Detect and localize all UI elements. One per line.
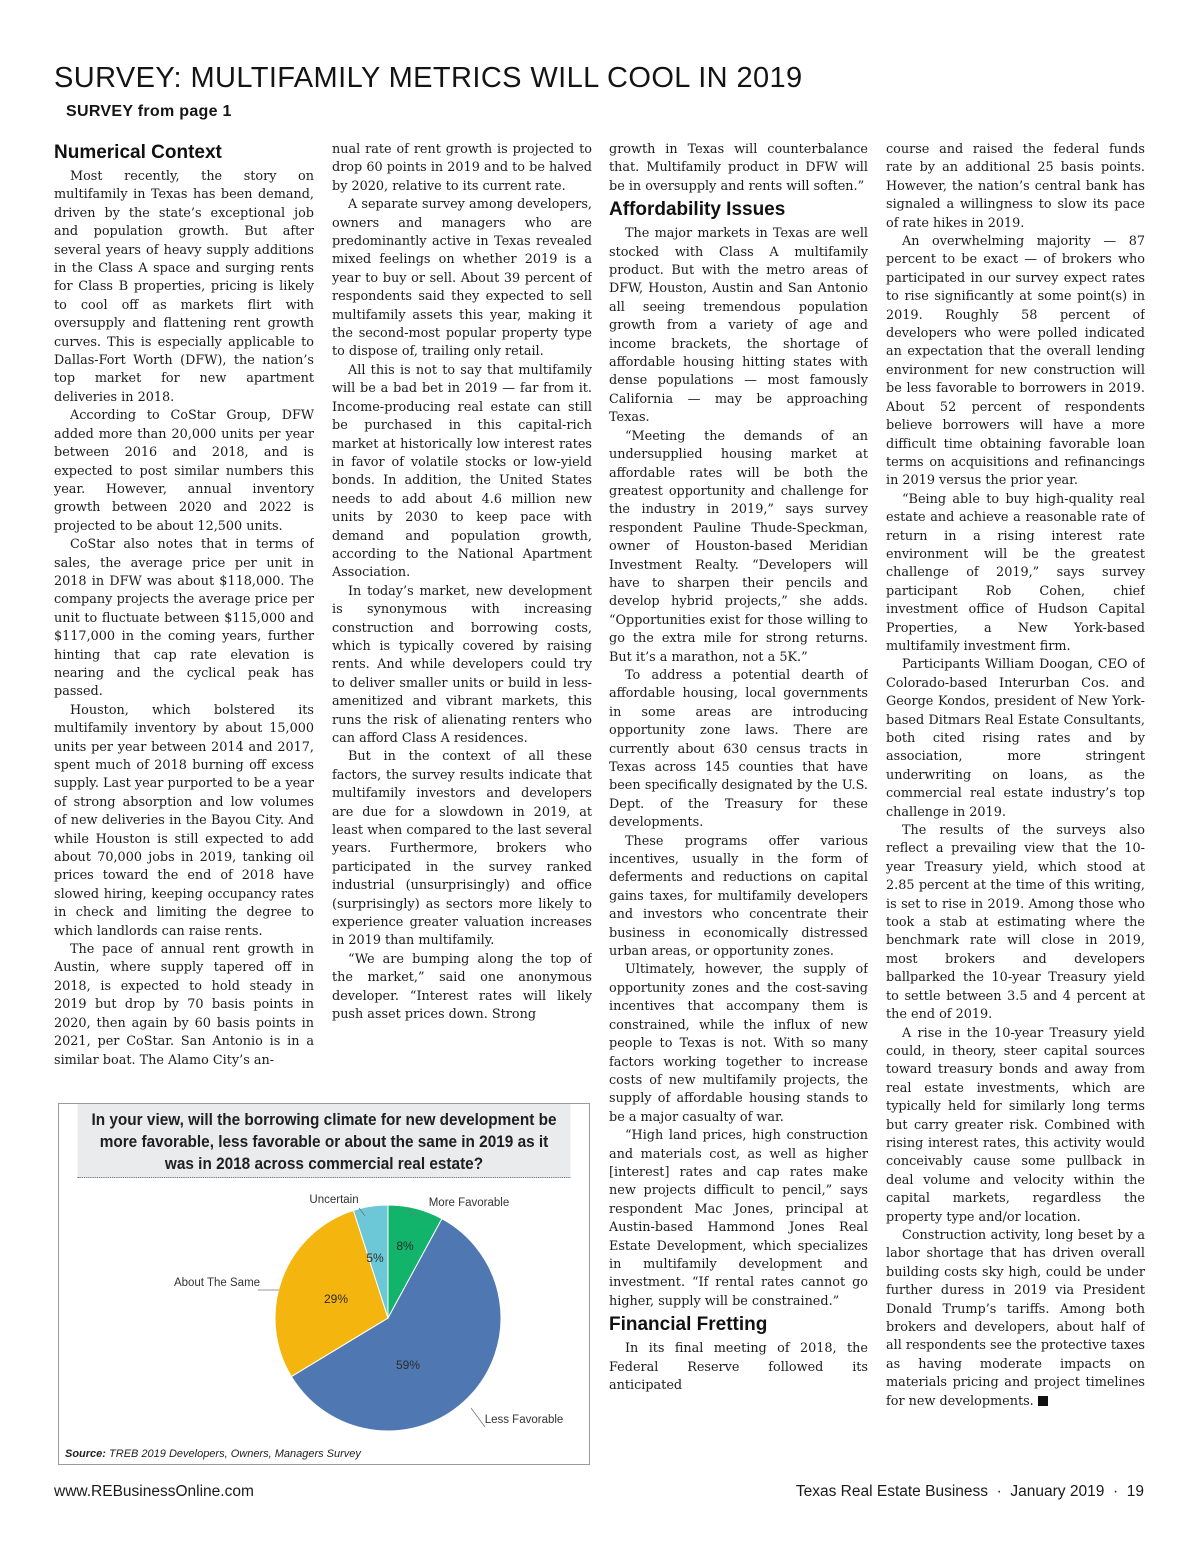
section-heading: Financial Fretting <box>609 1314 768 1336</box>
pie-category-label: More Favorable <box>428 1197 510 1209</box>
article-paragraph: According to CoStar Group, DFW added more than 20,000 units per year between 2016 and 2018, and is expected to post similar numbers this year. However, annual inventory growth between 2020 and 2022 is projected to be about 12,500 units. <box>54 408 314 534</box>
pie-category-label: Uncertain <box>309 1194 359 1206</box>
footer-publication: Texas Real Estate Business <box>795 1483 988 1500</box>
pie-category-label: Less Favorable <box>484 1414 564 1426</box>
article-paragraph: An overwhelming majority — 87 percent to be exact — of brokers who participated in our survey expect rates to rise significantly at some point(s) in 2019. Roughly 58 percent of developers who were polled indicated an expectation that the overall lending environment for new construction will be less favorable to borrowers in 2019. About 52 percent of respondents believe borrowers will have a more difficult time obtaining favorable loan terms on acquisitions and refinancings in 2019 versus the prior year. <box>886 234 1145 489</box>
end-of-story-mark <box>1038 1396 1048 1406</box>
jump-line: SURVEY from page 1 <box>66 103 232 120</box>
pie-chart <box>59 1104 591 1466</box>
source-text: TREB 2019 Developers, Owners, Managers Survey <box>109 1448 361 1460</box>
article-paragraph: “Meeting the demands of an undersupplied housing market at affordable rates will be both the greatest opportunity and challenge for the industry in 2019,” says survey respondent Pauline Thude-Speckman, owner of Houston-based Meridian Investment Realty. “Developers will have to sharpen their pencils and develop hybrid projects,” she adds. “Opportunities exist for those willing to go the extra mile for strong returns. But it’s a marathon, not a 5K.” <box>609 428 868 665</box>
article-paragraph: Participants William Doogan, CEO of Colorado-based Interurban Cos. and George Kondos, president of New York-based Ditmars Real Estate Consultants, both cited rising rates and by association, more stringent underwriting on loans, as the commercial real estate industry’s top challenge in 2019. <box>886 657 1145 820</box>
article-paragraph: The results of the surveys also reflect a prevailing view that the 10-year Treasury yield, which stood at 2.85 percent at the time of this writing, is set to rise in 2019. Among those who took a stab at estimating where the benchmark rate will close in 2019, most brokers and developers ballparked the 10-year Treasury yield to settle between 3.5 and 4 percent at the end of 2019. <box>886 823 1145 1023</box>
article-paragraph: Most recently, the story on multifamily in Texas has been demand, driven by the state’s exceptional job and population growth. But after several years of heavy supply additions in the Class A space and surging rents for Class B properties, pricing is likely to cool off as markets flirt with oversupply and flattening rent growth curves. This is especially applicable to Dallas-Fort Worth (DFW), the nation’s top market for new apartment deliveries in 2018. <box>54 169 314 405</box>
article-paragraph: In today’s market, new development is synonymous with increasing construction and borrowing costs, which is typically covered by raising rents. And while developers could try to deliver smaller units or build in less-amenitized and vibrant markets, this runs the risk of alienating renters who can afford Class A residences. <box>332 583 592 746</box>
survey-chart-box <box>58 1103 590 1465</box>
footer-website: www.REBusinessOnline.com <box>54 1483 254 1500</box>
article-paragraph: But in the context of all these factors, the survey results indicate that multifamily investors and developers are due for a slowdown in 2019, at least when compared to the last several years. Furthermore, brokers who participated in the survey ranked industrial (unsurprisingly) and office (surprisingly) as sectors more likely to experience greater valuation increases in 2019 than multifamily. <box>332 749 592 949</box>
article-paragraph: To address a potential dearth of affordable housing, local governments in some areas are introducing opportunity zone laws. There are currently about 630 census tracts in Texas across 145 counties that have been specifically designated by the U.S. Dept. of the Treasury for these developments. <box>609 667 868 831</box>
article-column-4 <box>886 141 1145 1481</box>
article-paragraph: Construction activity, long beset by a labor shortage that has driven overall building costs sky high, could be under further duress in 2019 via President Donald Trump’s tariffs. Among both brokers and developers, about half of all respondents see the protective taxes as having moderate impacts on materials pricing and project timelines for new developments. <box>886 1227 1145 1409</box>
article-paragraph: All this is not to say that multifamily will be a bad bet in 2019 — far from it. Income-producing real estate can still be purchased in this capital-rich market at historically low interest rates in favor of volatile stocks or low-yield bonds. In addition, the United States needs to add about 4.6 million new units by 2030 to keep pace with demand and population growth, according to the National Apartment Association. <box>332 362 592 581</box>
article-paragraph: course and raised the federal funds rate by an additional 25 basis points. However, the nation’s central bank has signaled a willingness to slow its pace of rate hikes in 2019. <box>886 142 1145 231</box>
article-paragraph: In its final meeting of 2018, the Federal Reserve followed its anticipated <box>609 1341 868 1393</box>
footer-publication-info <box>796 1483 1144 1501</box>
source-label: Source: <box>65 1448 106 1460</box>
chart-title: In your view, will the borrowing climate for new development be more favorable, less favorable or about the same in 2019 as it was in 2018 across commercial real estate? <box>78 1104 571 1178</box>
page-headline: SURVEY: MULTIFAMILY METRICS WILL COOL IN 2019 <box>54 62 803 94</box>
article-paragraph: “Being able to buy high-quality real estate and achieve a reasonable rate of return in a rising interest rate environment will be the greatest challenge of 2019,” says survey participant Rob Cohen, chief investment office of Hudson Capital Properties, a New York-based multifamily investment firm. <box>886 491 1145 654</box>
article-paragraph: A separate survey among developers, owners and managers who are predominantly active in Texas revealed mixed feelings on whether 2019 is a year to buy or sell. About 39 percent of respondents said they expected to sell multifamily assets this year, making it the second-most popular property type to dispose of, trailing only retail. <box>332 197 592 360</box>
article-paragraph: These programs offer various incentives, usually in the form of deferments and reductions on capital gains taxes, for multifamily developers and investors who concentrate their business in economically distressed urban areas, or opportunity zones. <box>609 833 868 960</box>
article-column-3 <box>609 141 868 1481</box>
footer-issue: January 2019 <box>1010 1483 1105 1500</box>
article-paragraph: Ultimately, however, the supply of opportunity zones and the cost-saving incentives that accompany them is constrained, while the influx of new people to Texas is not. With so many factors working together to increase costs of new multifamily projects, the supply of affordable housing stands to be a major casualty of war. <box>609 962 868 1125</box>
pie-category-label: About The Same <box>173 1277 261 1289</box>
section-heading: Affordability Issues <box>609 199 786 221</box>
pie-percent-label: 59% <box>395 1358 421 1372</box>
pie-leader-line <box>471 1408 485 1427</box>
footer-page-number: 19 <box>1126 1483 1144 1500</box>
article-paragraph: The major markets in Texas are well stocked with Class A multifamily product. But with the metro areas of DFW, Houston, Austin and San Antonio all seeing tremendous population growth from a variety of age and income brackets, the shortage of affordable housing hitting states with dense populations — most famously California — may be approaching Texas. <box>609 226 868 426</box>
section-heading: Numerical Context <box>54 142 222 163</box>
article-paragraph: “We are bumping along the top of the market,” said one anonymous developer. “Interest rates will likely push asset prices down. Strong <box>332 951 592 1023</box>
article-paragraph: CoStar also notes that in terms of sales, the average price per unit in 2018 in DFW was about $118,000. The company projects the average price per unit to fluctuate between $115,000 and $117,000 in the coming years, further hinting that cap rate elevation is nearing and the cyclical peak has passed. <box>54 537 314 700</box>
pie-percent-label: 8% <box>396 1239 414 1253</box>
pie-percent-label: 5% <box>366 1251 384 1265</box>
article-paragraph: Houston, which bolstered its multifamily inventory by about 15,000 units per year between 2014 and 2017, spent much of 2018 burning off excess supply. Last year purported to be a year of strong absorption and low volumes of new deliveries in the Bayou City. And while Houston is still expected to add about 70,000 jobs in 2019, tanking oil prices toward the end of 2018 have slowed hiring, keeping occupancy rates in check and limiting the degree to which landlords can raise rents. <box>54 702 314 939</box>
pie-percent-label: 29% <box>323 1292 349 1306</box>
article-paragraph: growth in Texas will counterbalance that. Multifamily product in DFW will be in oversupply and rents will soften.” <box>609 142 868 194</box>
footer-separator: · <box>1108 1483 1127 1500</box>
article-paragraph: nual rate of rent growth is projected to drop 60 points in 2019 and to be halved by 2020, relative to its current rate. <box>332 142 592 194</box>
article-paragraph: The pace of annual rent growth in Austin, where supply tapered off in 2018, is expected to hold steady in 2019 but drop by 70 basis points in 2020, then again by 60 basis points in 2021, per CoStar. San Antonio is in a similar boat. The Alamo City’s an- <box>54 942 314 1068</box>
article-paragraph: “High land prices, high construction and materials cost, as well as higher [interest] rates and cap rates make new projects difficult to pencil,” says respondent Mac Jones, principal at Austin-based Hammond Jones Real Estate Development, which specializes in multifamily development and investment. “If rental rates cannot go higher, supply will be constrained.” <box>609 1128 868 1309</box>
article-paragraph: A rise in the 10-year Treasury yield could, in theory, steer capital sources toward treasury bonds and away from real estate investments, which are typically held for similarly long terms but carry greater risk. Combined with rising interest rates, this activity would conceivably cause some pullback in deal volume and velocity within the capital markets, regardless the property type and/or location. <box>886 1025 1145 1225</box>
article-column-1 <box>54 141 314 1092</box>
footer-separator: · <box>992 1483 1011 1500</box>
article-column-2 <box>332 141 592 1092</box>
chart-source <box>65 1448 361 1460</box>
